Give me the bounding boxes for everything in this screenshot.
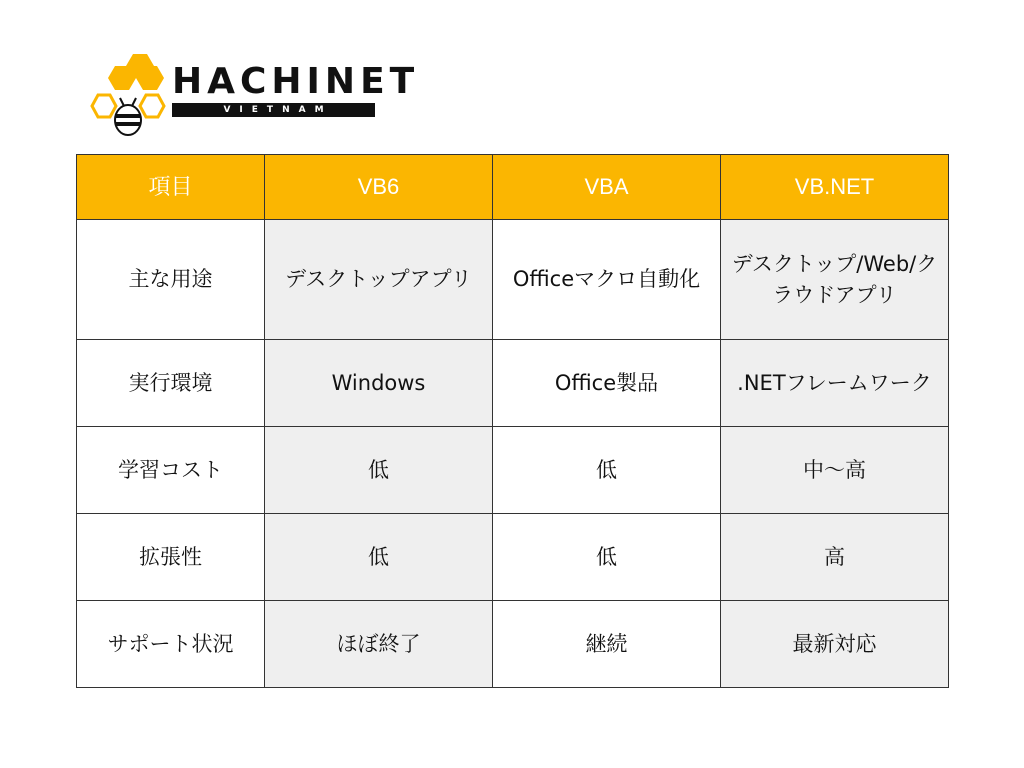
table-cell: Windows xyxy=(265,340,493,427)
row-label: 学習コスト xyxy=(77,427,265,514)
header-item: 項目 xyxy=(77,155,265,220)
table-cell: 中〜高 xyxy=(721,427,949,514)
table-cell: 最新対応 xyxy=(721,601,949,688)
table-cell: 低 xyxy=(265,514,493,601)
row-label: 拡張性 xyxy=(77,514,265,601)
table-cell: Officeマクロ自動化 xyxy=(493,220,721,340)
table-cell: 低 xyxy=(493,514,721,601)
table-row xyxy=(77,514,949,601)
header-vbnet: VB.NET xyxy=(721,155,949,220)
logo-wordmark: HACHINET xyxy=(172,61,420,102)
table-cell: 低 xyxy=(493,427,721,514)
table-cell: Office製品 xyxy=(493,340,721,427)
table-row xyxy=(77,601,949,688)
header-vba: VBA xyxy=(493,155,721,220)
table-row xyxy=(77,427,949,514)
logo-subtitle: VIETNAM xyxy=(172,103,375,117)
table-header-row xyxy=(77,155,949,220)
comparison-table xyxy=(76,154,949,688)
table-cell: ほぼ終了 xyxy=(265,601,493,688)
table-cell: .NETフレームワーク xyxy=(721,340,949,427)
row-label: 実行環境 xyxy=(77,340,265,427)
table-cell: デスクトップアプリ xyxy=(265,220,493,340)
table-row xyxy=(77,220,949,340)
hachinet-logo xyxy=(88,54,420,140)
table-cell: デスクトップ/Web/クラウドアプリ xyxy=(721,220,949,340)
row-label: サポート状況 xyxy=(77,601,265,688)
table-cell: 高 xyxy=(721,514,949,601)
table-row xyxy=(77,340,949,427)
table-cell: 継続 xyxy=(493,601,721,688)
table-cell: 低 xyxy=(265,427,493,514)
honeycomb-bee-icon xyxy=(88,54,168,140)
header-vb6: VB6 xyxy=(265,155,493,220)
row-label: 主な用途 xyxy=(77,220,265,340)
